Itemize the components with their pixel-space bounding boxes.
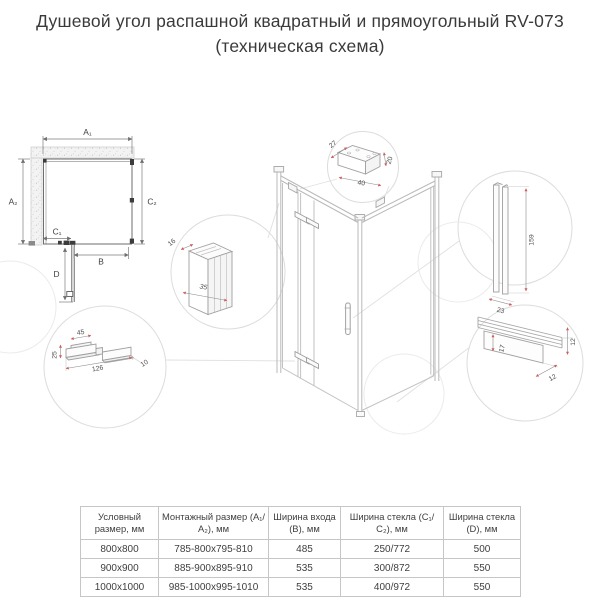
cell-glass-width-d: 550 <box>444 578 521 597</box>
cell-entry-width: 535 <box>269 559 341 578</box>
hinge-top-dim: 45 <box>76 328 86 338</box>
cell-mount-size: 885-900x895-910 <box>159 559 269 578</box>
cell-mount-size: 985-1000x995-1010 <box>159 578 269 597</box>
table-row <box>81 540 521 559</box>
cell-glass-width-c: 300/872 <box>341 559 444 578</box>
cell-nominal-size: 900x900 <box>81 559 159 578</box>
dim-a1-label: А₁ <box>83 127 92 137</box>
seal-bottom-dim: 12 <box>547 373 558 384</box>
hinge-left-dim: 25 <box>51 351 59 359</box>
cell-glass-width-d: 550 <box>444 559 521 578</box>
cell-nominal-size: 1000x1000 <box>81 578 159 597</box>
seal-right-dim: 12 <box>570 338 577 346</box>
plan-view <box>9 127 157 302</box>
header-glass-width-c: Ширина стекла (С₁/С₂), мм <box>341 507 444 540</box>
wall-profile-depth-dim: 35 <box>198 283 208 292</box>
plan-fittings <box>29 159 134 246</box>
handle-width-dim: 23 <box>495 306 505 316</box>
dim-b-label: B <box>98 256 104 267</box>
header-nominal-size: Условный размер, мм <box>81 507 159 540</box>
handle-height-dim: 159 <box>528 234 536 246</box>
seal-flap-dim: 17 <box>498 344 507 354</box>
callout-hinge <box>52 329 150 374</box>
cell-glass-width-c: 400/972 <box>341 578 444 597</box>
right-glass-panel <box>362 187 434 411</box>
dim-d-label: D <box>53 269 60 279</box>
corner-foot <box>357 412 365 417</box>
cell-nominal-size: 800x800 <box>81 540 159 559</box>
wall-profile-width-dim: 16 <box>166 237 178 248</box>
door-hinges <box>295 212 319 369</box>
hinge-right-dim: 10 <box>139 358 150 369</box>
page-title <box>0 9 600 59</box>
title-line-1: Душевой угол распашной квадратный и прямоугольный RV-073 <box>36 11 564 31</box>
hinge-bottom-dim: 126 <box>91 364 104 374</box>
door-handle-3d <box>345 303 352 335</box>
cell-entry-width: 535 <box>269 578 341 597</box>
callout-bracket <box>328 140 395 188</box>
bracket-height-dim: 20 <box>385 155 395 166</box>
dim-c1-label: С₁ <box>52 226 62 237</box>
left-glass-panel <box>283 183 359 411</box>
cell-glass-width-c: 250/772 <box>341 540 444 559</box>
cell-glass-width-d: 500 <box>444 540 521 559</box>
plan-open-door <box>67 244 74 302</box>
title-line-2: (техническая схема) <box>215 35 385 56</box>
cell-mount-size: 785-800x795-810 <box>159 540 269 559</box>
size-table <box>80 506 521 597</box>
technical-drawing <box>0 55 600 500</box>
size-table-header-row <box>81 507 521 540</box>
dim-c2-label: С₂ <box>147 196 157 207</box>
enclosure-3d <box>274 167 442 417</box>
plan-door-handle <box>67 292 73 297</box>
bracket-width-dim: 40 <box>356 179 366 188</box>
bracket-depth-dim: 27 <box>327 139 339 150</box>
table-row <box>81 559 521 578</box>
hinge-bottom-inner <box>307 358 319 369</box>
header-entry-width: Ширина входа (В), мм <box>269 507 341 540</box>
hinge-top-inner <box>307 218 319 229</box>
dim-a2-label: А₂ <box>8 196 18 207</box>
cell-entry-width: 485 <box>269 540 341 559</box>
header-glass-width-d: Ширина стекла (D), мм <box>444 507 521 540</box>
table-row <box>81 578 521 597</box>
callout-wall-profile <box>167 238 232 315</box>
callout-handle <box>489 183 536 316</box>
callout-seal <box>478 317 577 383</box>
header-mount-size: Монтажный размер (А₁/А₂), мм <box>159 507 269 540</box>
